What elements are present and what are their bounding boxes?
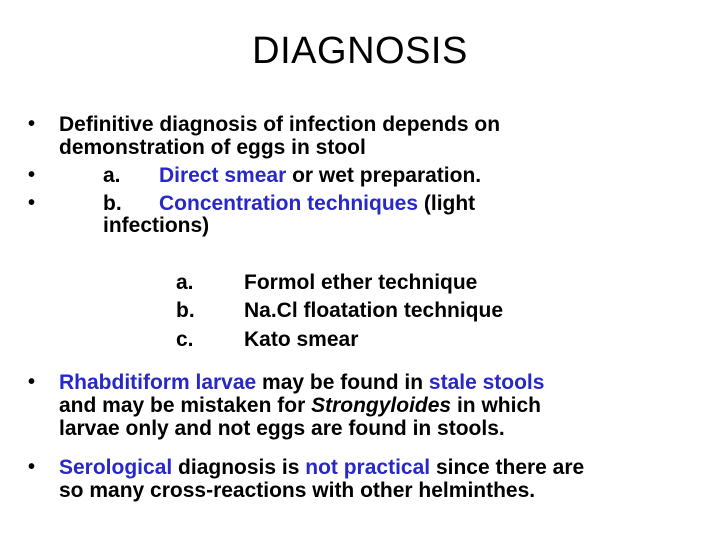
bullet-icon: • xyxy=(28,164,36,186)
direct-smear-rest: or wet preparation. xyxy=(286,164,482,187)
definitive-diagnosis-line-1: Definitive diagnosis of infection depends on xyxy=(59,113,501,136)
slide-title: DIAGNOSIS xyxy=(252,30,468,72)
method-text: Kato smear xyxy=(244,328,359,351)
line2-post: in which xyxy=(451,394,541,417)
concentration-rest: (light xyxy=(418,192,476,215)
not-practical-term: not practical xyxy=(305,456,431,479)
item-label: b. xyxy=(103,192,122,215)
definitive-diagnosis-line-2: demonstration of eggs in stool xyxy=(59,136,366,159)
rhabditiform-line-1 xyxy=(59,370,544,395)
concentration-line-2: infections) xyxy=(103,214,210,237)
method-item xyxy=(176,270,477,295)
direct-smear-term: Direct smear xyxy=(159,164,287,187)
direct-smear-line xyxy=(103,163,481,188)
serological-mid: diagnosis is xyxy=(172,456,306,479)
method-label: c. xyxy=(176,328,194,351)
bullet-icon: • xyxy=(28,113,36,135)
serological-term: Serological xyxy=(59,456,173,479)
strongyloides-term: Strongyloides xyxy=(311,394,452,417)
rhabditiform-mid: may be found in xyxy=(256,371,429,394)
stale-stools-term: stale stools xyxy=(428,371,545,394)
rhabditiform-line-2 xyxy=(59,393,541,418)
serological-line-1 xyxy=(59,455,584,480)
bullet-icon: • xyxy=(28,371,36,393)
method-item xyxy=(176,327,358,352)
serological-line-2: so many cross-reactions with other helminthes. xyxy=(59,479,536,502)
item-label: a. xyxy=(103,164,121,187)
rhabditiform-larvae-term: Rhabditiform larvae xyxy=(59,371,257,394)
rhabditiform-line-3: larvae only and not eggs are found in stools. xyxy=(59,417,505,440)
method-label: a. xyxy=(176,271,194,294)
serological-rest: since there are xyxy=(430,456,585,479)
concentration-term: Concentration techniques xyxy=(159,192,419,215)
bullet-icon: • xyxy=(28,456,36,478)
line2-pre: and may be mistaken for xyxy=(59,394,312,417)
method-label: b. xyxy=(176,299,195,322)
method-text: Formol ether technique xyxy=(244,271,478,294)
method-text: Na.Cl floatation technique xyxy=(244,299,504,322)
method-item xyxy=(176,298,503,323)
bullet-icon: • xyxy=(28,192,36,214)
